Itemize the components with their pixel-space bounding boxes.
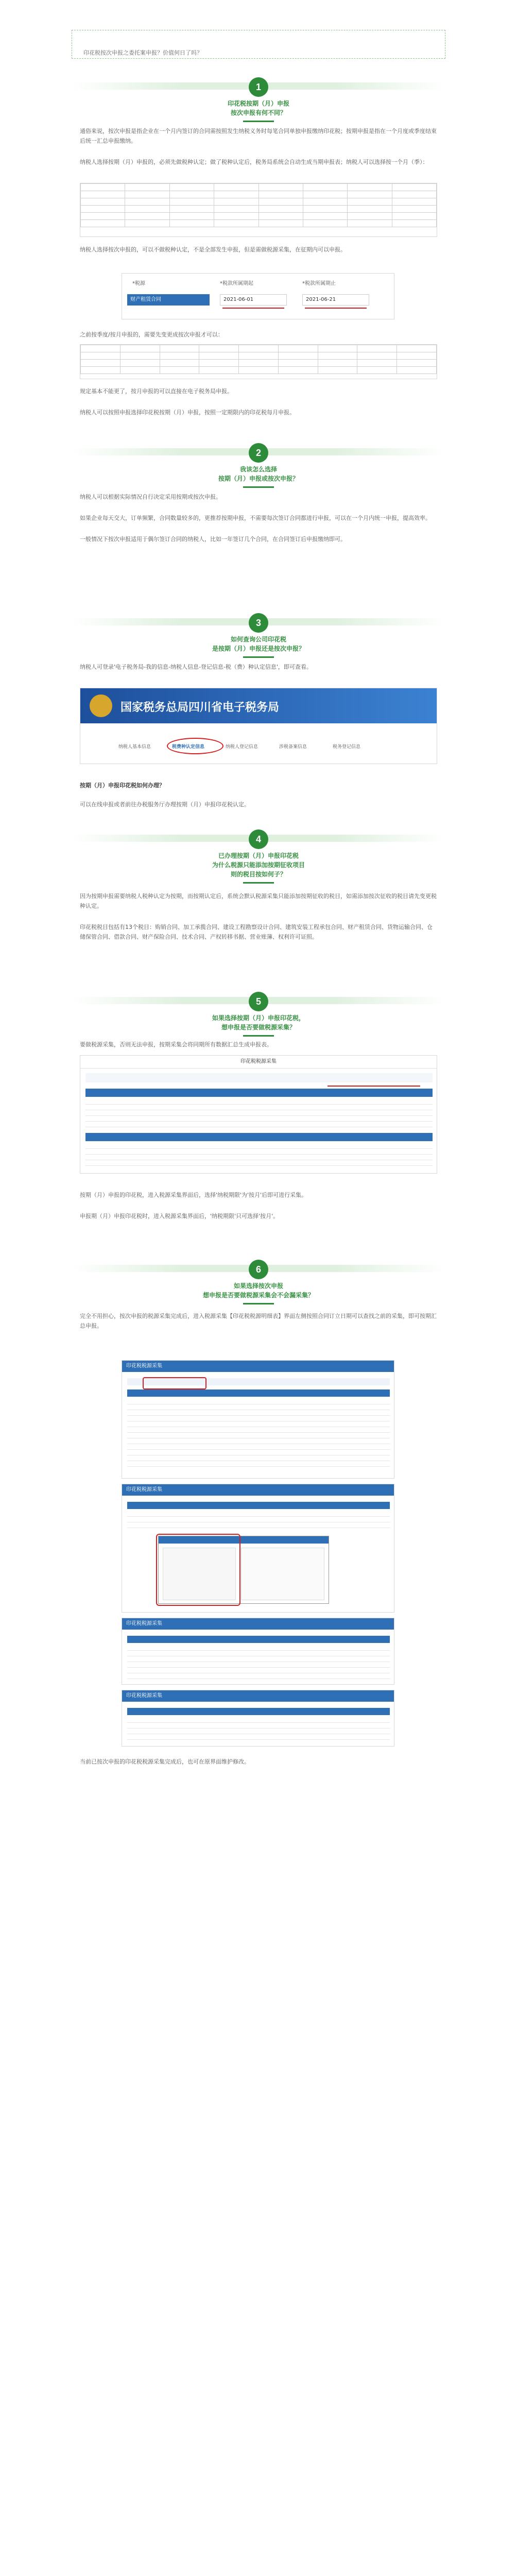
- s6-2-highlight: [156, 1534, 240, 1606]
- section-1-title-1: 印花税按期（月）申报: [227, 100, 289, 107]
- table-row: [85, 1110, 433, 1116]
- section-4-number: 4: [249, 829, 268, 849]
- section-2-header: [72, 443, 445, 488]
- table-row: [127, 1438, 390, 1444]
- s6-intro: [80, 1311, 437, 1331]
- s1-paragraph-3: 纳税人选择按次申报的，可以不做税种认定，不是全部发生申报，但是需做税源采集，在征期内可以申报。: [80, 246, 346, 253]
- table-row: [127, 1673, 390, 1679]
- section-5-number: 5: [249, 992, 268, 1011]
- s6-2-rows: [127, 1511, 390, 1528]
- table-row: [127, 1517, 390, 1522]
- table-row: [127, 1399, 390, 1404]
- table-row: [85, 1160, 433, 1166]
- section-6-title-2: 想申报是否要做税源采集会不会漏采集？: [202, 1292, 314, 1299]
- s6-1-highlight: [143, 1377, 206, 1389]
- s6-screenshot-2: [122, 1484, 394, 1613]
- s2-paragraph-1: 纳税人可以根据实际情况自行决定采用按期或按次申报。: [80, 494, 221, 500]
- s5-rows-2: [85, 1143, 433, 1166]
- table-row: [85, 1122, 433, 1127]
- s5-red-underline: [328, 1086, 420, 1087]
- gov-title: 国家税务总局四川省电子税务局: [120, 701, 280, 714]
- table-row: [127, 1651, 390, 1656]
- s1-paragraph-4-wrap: [80, 330, 437, 340]
- table-row: [127, 1433, 390, 1438]
- section-5-header: [72, 992, 445, 1037]
- s5-paragraph-2: 按期（月）申报的印花税，进入税源采集界面后，选择'纳税期限'为'按月'后即可进行采集。: [80, 1192, 307, 1198]
- section-1-number: 1: [249, 77, 268, 97]
- form-type-select[interactable]: 财产租赁合同: [127, 294, 210, 306]
- table-row: [127, 1511, 390, 1517]
- table-row: [85, 1105, 433, 1110]
- s6-1-rows: [127, 1399, 390, 1467]
- section-3-header: [72, 613, 445, 658]
- section-3-number: 3: [249, 613, 268, 633]
- table-row: [127, 1444, 390, 1450]
- section-6-header: [72, 1260, 445, 1304]
- table-row: [127, 1421, 390, 1427]
- s5-intro: [80, 1040, 437, 1049]
- s6-screen-1-title: 印花税税源采集: [122, 1361, 394, 1372]
- gov-emblem-icon: [90, 694, 112, 717]
- table-row: [127, 1723, 390, 1728]
- s5-rows: [85, 1099, 433, 1127]
- s1-tail: [80, 386, 437, 417]
- s4-paragraph-2: 印花税税目包括有13个税目：购销合同、加工承揽合同、建设工程勘察设计合同、建筑安装工程承包合同、财产租赁合同、货物运输合同、仓储保管合同、借款合同、财产保险合同、技术合同、产权转移书据、营业账簿、权利许可证照。: [80, 924, 433, 940]
- s3-paragraph-1: 纳税人可登录'电子税务局-我的信息-纳税人信息-登记信息-税（费）种认定信息'，即可查看。: [80, 664, 312, 670]
- section-2-body: [80, 492, 437, 544]
- s5-paragraph-1: 要做税源采集，否则无法申报，按期采集会将同期所有数据汇总生成申报表。: [80, 1041, 272, 1048]
- section-2-number: 2: [249, 443, 268, 463]
- s6-2-table-header: [127, 1502, 390, 1509]
- section-6-title-1: 如果选择按次申报: [233, 1282, 283, 1290]
- section-4-title-1: 已办理按期（月）申报印花税: [218, 852, 299, 859]
- section-5-divider: [243, 1035, 274, 1037]
- gov-tab-4[interactable]: 税务登记信息: [333, 744, 361, 750]
- s6-3-table-header: [127, 1636, 390, 1643]
- section-1-title-2: 按次申报有何不同？: [230, 109, 286, 116]
- section-4-title-3: 则的税目按如何子？: [230, 871, 286, 878]
- table-row: [85, 1099, 433, 1105]
- s1-paragraph-4: 之前按季度/按月申报的，需要先变更成按次申报才可以：: [80, 331, 223, 338]
- s6-screenshot-3: [122, 1618, 394, 1685]
- table-row: [127, 1728, 390, 1734]
- s3-gov-screenshot: [80, 688, 437, 764]
- gov-tab-2[interactable]: 纳税人登记信息: [226, 744, 258, 750]
- red-underline-2: [305, 308, 367, 309]
- section-4-header: [72, 829, 445, 884]
- s1-form-screenshot: [122, 273, 394, 319]
- table-row: [127, 1668, 390, 1673]
- s3-paragraph-3: 可以在线申报或者前往办税服务厅办理按期（月）申报印花税认定。: [80, 801, 250, 808]
- s6-1-table-header: [127, 1389, 390, 1397]
- s1-paragraph-1: 通俗来说，按次申报是指企业在一个月内签订的合同需按照发生纳税义务时每笔合同单独申报缴纳印花税；按期申报是指在一个月度或季度结束后统一汇总申报缴纳。: [80, 128, 437, 144]
- s3-paragraph-2: 按期（月）申报印花税如何办理？: [80, 782, 165, 789]
- table-row: [127, 1455, 390, 1461]
- section-2-divider: [243, 486, 274, 488]
- s1-paragraph-5: 规定基本不能更了，按月申报的可以直接在电子税务局申报。: [80, 388, 233, 395]
- form-end-date[interactable]: 2021-06-21: [302, 294, 369, 306]
- s6-screenshot-4: [122, 1690, 394, 1747]
- form-label-end: *税款所属期止: [302, 281, 336, 286]
- s3-intro: [80, 662, 437, 672]
- s6-4-rows: [127, 1717, 390, 1740]
- s6-screen-4-title: 印花税税源采集: [122, 1690, 394, 1702]
- form-start-date[interactable]: 2021-06-01: [220, 294, 287, 306]
- s6-tail: [80, 1757, 437, 1767]
- s6-paragraph-2: 当前已按次申报的印花税税源采集完成后，也可在原界面维护修改。: [80, 1758, 250, 1765]
- table-row: [127, 1656, 390, 1662]
- section-4-body: [80, 891, 437, 942]
- section-3-title-1: 如何查询公司印花税: [230, 636, 286, 643]
- s6-screen-3-title: 印花税税源采集: [122, 1618, 394, 1630]
- s6-paragraph-1: 完全不用担心，按次申报的税源采集完成后，进入税源采集【印花税税源明细表】界面左侧按照合同订立日期可以查找之前的采集，即可按期汇总申报。: [80, 1313, 437, 1329]
- s2-paragraph-3: 一般情况下按次申报适用于偶尔签订合同的纳税人，比如一年签订几个合同，在合同签订后申报缴纳即可。: [80, 536, 346, 543]
- table-row: [127, 1717, 390, 1723]
- s5-screenshot: [80, 1055, 437, 1174]
- section-5-title-1: 如果选择按期（月）申报印花税，: [212, 1014, 305, 1022]
- intro-text: 印花税按次申报之委托案申报？价值何日了吗？: [83, 49, 202, 56]
- s5-tail: [80, 1190, 437, 1221]
- table-row: [127, 1662, 390, 1668]
- s1-table-screenshot-1: [80, 183, 437, 237]
- s3-tail: [80, 781, 437, 809]
- section-5-title-2: 想申报是否要做税源采集？: [221, 1024, 296, 1031]
- table-row: [127, 1427, 390, 1433]
- gov-header: [80, 688, 437, 723]
- section-2-title-2: 按期（月）申报或按次申报？: [218, 475, 299, 482]
- s6-screenshot-1: [122, 1360, 394, 1479]
- s1-table-2: [80, 345, 437, 374]
- table-row: [127, 1734, 390, 1740]
- section-4-title-2: 为什么税源只能添加按期征收项目: [212, 861, 305, 869]
- section-2-title-1: 我该怎么选择: [239, 466, 277, 473]
- s1-paragraph-6: 纳税人可以按照申报选择印花税按期（月）申报，按照一定期限内的印花税每月申报。: [80, 409, 295, 416]
- table-row: [85, 1155, 433, 1160]
- table-row: [85, 1143, 433, 1149]
- table-row: [127, 1416, 390, 1421]
- gov-tabs: [80, 723, 437, 764]
- section-4-divider: [243, 882, 274, 884]
- s1-paragraph-3-wrap: [80, 245, 437, 255]
- s5-table-header: [85, 1089, 433, 1097]
- gov-tab-0[interactable]: 纳税人基本信息: [118, 744, 151, 750]
- s5-screen-title: 印花税税源采集: [80, 1056, 437, 1069]
- highlight-oval: [167, 738, 223, 754]
- s5-paragraph-3: 申报期（月）申报印花税时，进入税源采集界面后，'纳税期限'只可选择'按月'。: [80, 1213, 279, 1219]
- table-row: [127, 1645, 390, 1651]
- s6-screen-2-title: 印花税税源采集: [122, 1484, 394, 1496]
- form-label-type: *税源: [132, 281, 145, 286]
- table-row: [127, 1410, 390, 1416]
- section-1-header: [72, 77, 445, 122]
- section-3-title-2: 是按期（月）申报还是按次申报？: [212, 645, 305, 652]
- s5-filter-row: [85, 1073, 433, 1082]
- table-row: [127, 1450, 390, 1455]
- table-row: [85, 1149, 433, 1155]
- gov-tab-1[interactable]: 税费种认定信息: [172, 744, 205, 750]
- form-label-start: *税款所属期起: [220, 281, 253, 286]
- s1-table-screenshot-2: [80, 344, 437, 379]
- table-row: [127, 1461, 390, 1467]
- section-3-divider: [243, 656, 274, 658]
- s2-paragraph-2: 如果企业每天交大，订单频繁，合同数量较多的，更推荐按期申报，不需要每次签订合同都进行申报，可以在一个月内统一申报，提高效率。: [80, 515, 431, 521]
- table-row: [127, 1522, 390, 1528]
- s4-paragraph-1: 因为按期申报需要纳税人税种认定为按期，而按期认定后，系统会默认税源采集只能添加按期征收的税目，如需添加按次征收的税目请先变更税种认定。: [80, 893, 437, 909]
- section-1-body: [80, 126, 437, 167]
- s6-4-table-header: [127, 1708, 390, 1715]
- gov-tab-3[interactable]: 涉税备案信息: [279, 744, 307, 750]
- s1-table-1: [80, 183, 437, 227]
- s6-2-options: [241, 1548, 324, 1600]
- section-6-divider: [243, 1303, 274, 1304]
- table-row: [85, 1116, 433, 1122]
- s6-3-rows: [127, 1645, 390, 1679]
- s5-table-header-2: [85, 1133, 433, 1141]
- red-underline-1: [222, 308, 284, 309]
- section-1-divider: [243, 121, 274, 122]
- s1-paragraph-2: 纳税人选择按期（月）申报的，必须先做税种认定；做了税种认定后，税务局系统会自动生成当期申报表；纳税人可以选择按一个月（季）：: [80, 159, 428, 165]
- section-6-number: 6: [249, 1260, 268, 1279]
- table-row: [127, 1404, 390, 1410]
